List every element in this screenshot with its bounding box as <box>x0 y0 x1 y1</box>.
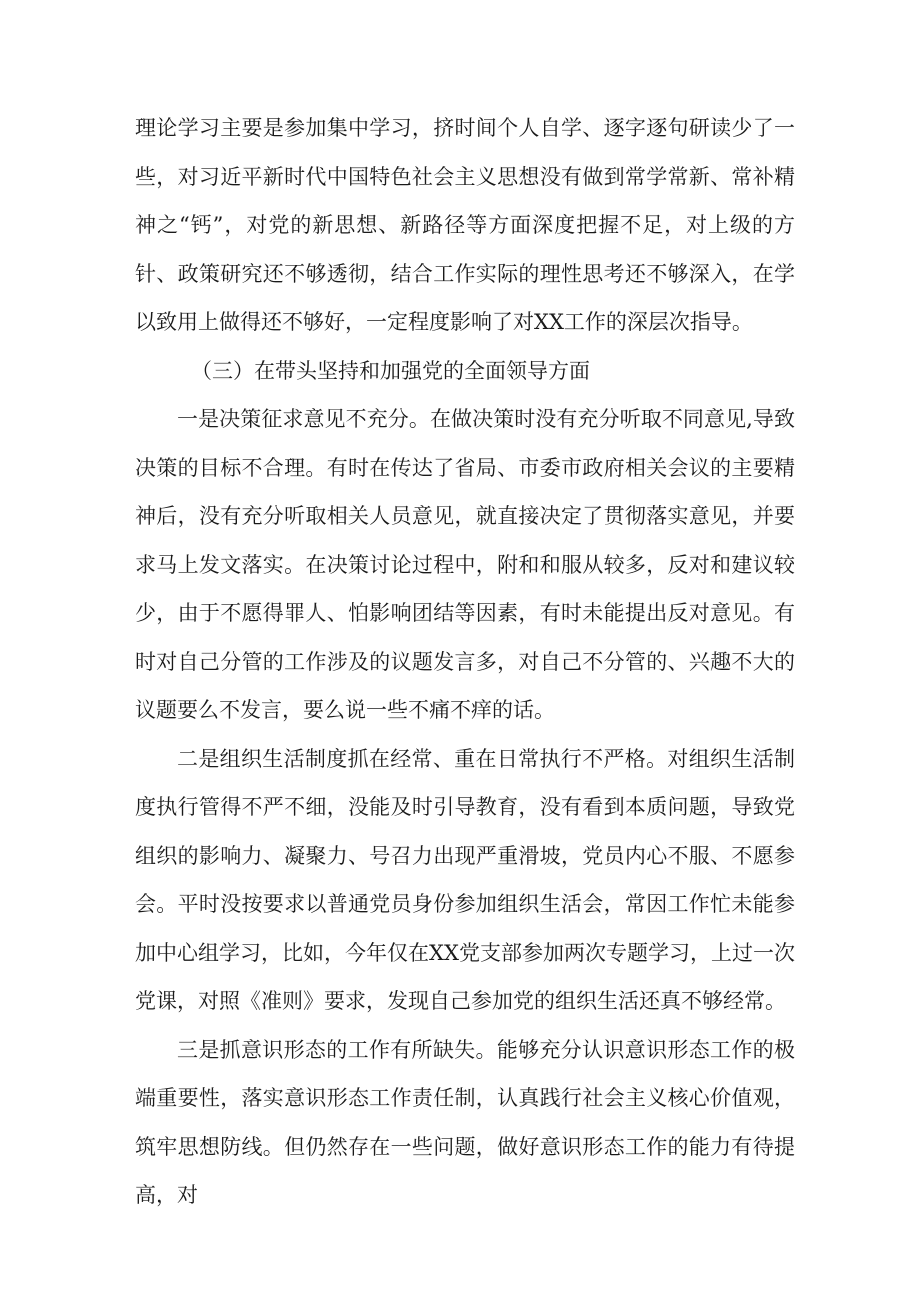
paragraph-decision-making: 一是决策征求意见不充分。在做决策时没有充分听取不同意见,导致决策的目标不合理。有时在传达了省局、市委市政府相关会议的主要精神后，没有充分听取相关人员意见，就直接决定了贯彻落实意见，并要求马上发文落实。在决策讨论过程中，附和和服从较多，反对和建议较少，由于不愿得罪人、怕影响团结等因素，有时未能提出反对意见。有时对自己分管的工作涉及的议题发言多，对自己不分管的、兴趣不大的议题要么不发言，要么说一些不痛不痒的话。 <box>135 407 795 722</box>
section-heading-3: （三）在带头坚持和加强党的全面领导方面 <box>191 358 590 383</box>
document-body <box>135 104 795 1220</box>
paragraph-organizational-life: 二是组织生活制度抓在经常、重在日常执行不严格。对组织生活制度执行管得不严不细，没能及时引导教育，没有看到本质问题，导致党组织的影响力、凝聚力、号召力出现严重滑坡，党员内心不服、不愿参会。平时没按要求以普通党员身份参加组织生活会，常因工作忙未能参加中心组学习，比如，今年仅在XX党支部参加两次专题学习，上过一次党课，对照《准则》要求，发现自己参加党的组织生活还真不够经常。 <box>135 746 795 1013</box>
paragraph-theory-study: 理论学习主要是参加集中学习，挤时间个人自学、逐字逐句研读少了一些，对习近平新时代中国特色社会主义思想没有做到常学常新、常补精神之“钙”，对党的新思想、新路径等方面深度把握不足，对上级的方针、政策研究还不够透彻，结合工作实际的理性思考还不够深入，在学以致用上做得还不够好，一定程度影响了对XX工作的深层次指导。 <box>135 116 795 334</box>
paragraph-ideology-work: 三是抓意识形态的工作有所缺失。能够充分认识意识形态工作的极端重要性，落实意识形态工作责任制，认真践行社会主义核心价值观，筑牢思想防线。但仍然存在一些问题，做好意识形态工作的能力有待提高，对 <box>135 1037 795 1207</box>
